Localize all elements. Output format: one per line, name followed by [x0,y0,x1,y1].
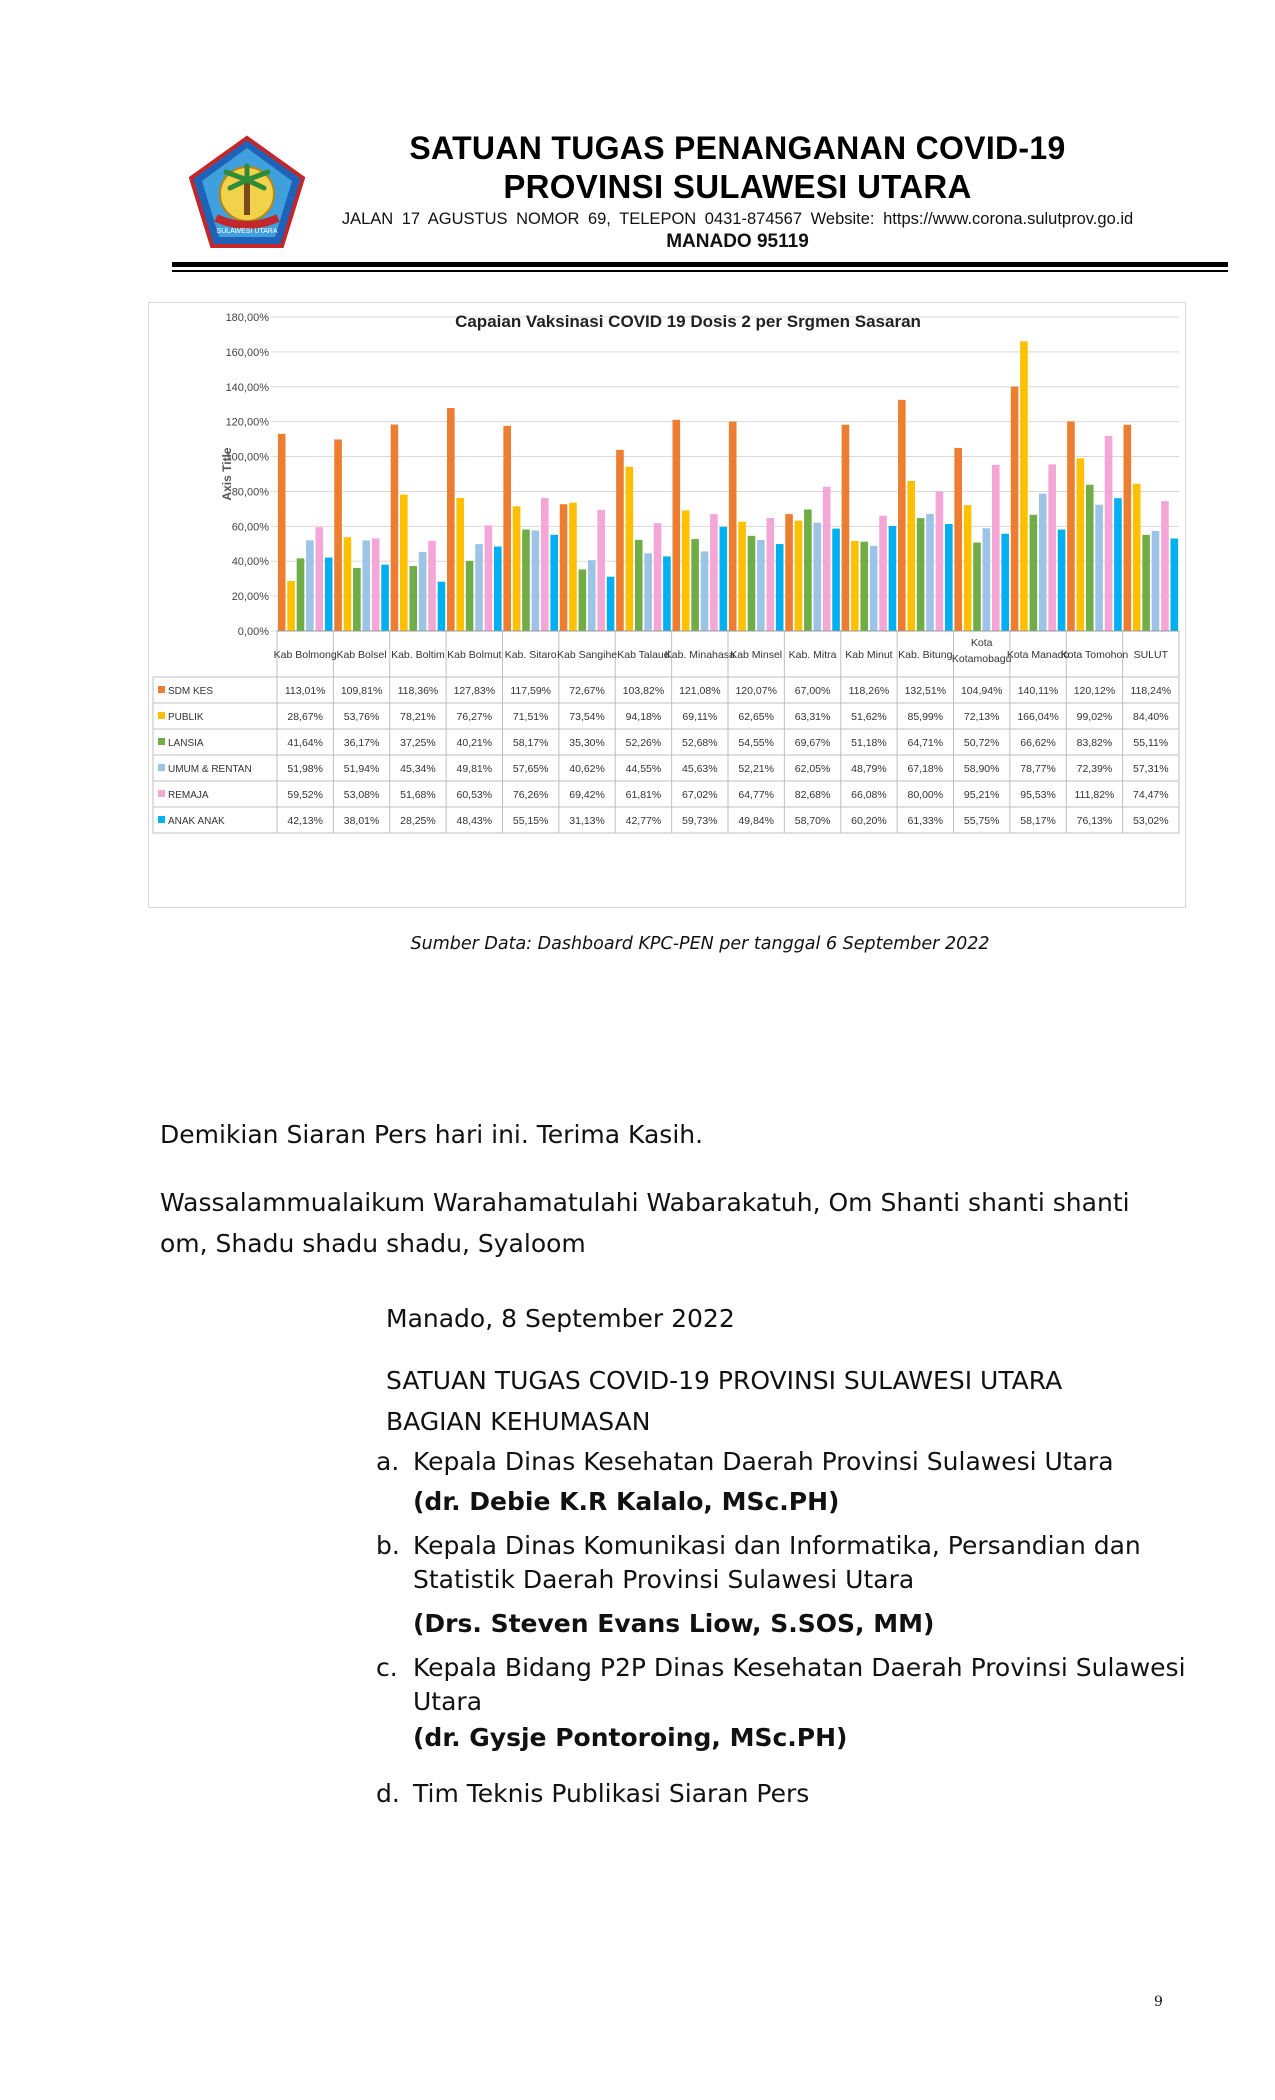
signatory-mark: c. [376,1653,398,1682]
data-value-label: 58,90% [963,763,1000,775]
chart-bar [870,546,878,631]
chart-bar [607,577,615,631]
chart-bar [729,422,737,631]
chart-bar [334,439,342,631]
data-value-label: 83,82% [1076,737,1113,749]
data-value-label: 42,13% [287,815,323,827]
data-value-label: 74,47% [1133,789,1169,801]
data-value-label: 85,99% [907,711,944,723]
header-address: JALAN 17 AGUSTUS NOMOR 69, TELEPON 0431-874567 Website: https://www.corona.sulutprov.go.id [341,210,1134,228]
chart-bar [973,543,981,631]
data-value-label: 67,18% [907,763,944,775]
chart-bar [1020,341,1028,631]
chart-bar [541,498,549,631]
logo-banner-text: SULAWESI UTARA [216,228,278,235]
category-label: SULUT [1133,649,1169,661]
chart-bar [569,503,577,631]
category-label: Kab Minut [845,649,893,661]
data-value-label: 42,77% [625,815,662,827]
chart-bar [851,541,859,631]
data-value-label: 95,53% [1020,789,1056,801]
category-label: Kab Bolsel [336,649,387,661]
data-value-label: 69,67% [794,737,831,749]
greeting-line2: om, Shadu shadu shadu, Syaloom [160,1229,586,1258]
data-value-label: 118,26% [848,685,890,697]
signatory-role: Tim Teknis Publikasi Siaran Pers [413,1779,810,1808]
legend-swatch [158,738,165,745]
legend-label: UMUM & RENTAN [168,764,252,775]
data-value-label: 60,53% [456,789,493,801]
chart-bar [579,569,587,631]
data-value-label: 59,73% [682,815,718,827]
chart-bar [860,542,868,631]
chart-bar [720,527,728,631]
chart-bar [1152,531,1160,631]
data-value-label: 53,02% [1133,815,1169,827]
chart-bar [532,530,540,631]
chart-bar [654,523,662,631]
data-value-label: 113,01% [284,685,326,697]
chart-bar [616,450,624,631]
chart-bar [1105,436,1113,631]
data-value-label: 44,55% [625,763,662,775]
chart-bar [1161,501,1169,631]
data-value-label: 53,76% [343,711,380,723]
data-value-label: 51,62% [851,711,887,723]
chart-bar [344,537,352,631]
data-value-label: 80,00% [907,789,944,801]
data-value-label: 55,15% [512,815,549,827]
data-value-label: 48,43% [456,815,493,827]
chart-bar [560,504,568,631]
y-tick-label: 160,00% [225,346,269,359]
data-value-label: 61,33% [907,815,944,827]
data-value-label: 84,40% [1133,711,1169,723]
chart-bar [1001,534,1009,631]
data-value-label: 120,12% [1073,685,1116,697]
data-value-label: 73,54% [569,711,605,723]
category-label: Kab Minsel [730,649,783,661]
chart-bar [353,568,361,631]
data-value-label: 121,08% [679,685,721,697]
vaccination-chart [148,302,1186,908]
chart-bar [466,561,474,631]
chart-bar [306,540,314,631]
chart-bar [447,408,455,631]
chart-bar [391,425,399,631]
data-value-label: 52,68% [682,737,718,749]
chart-bar [297,558,305,631]
category-label: Kota [970,637,993,649]
signatory-role: Kepala Dinas Komunikasi dan Informatika, Persandian dan [413,1531,1141,1560]
chart-bar [1095,505,1103,631]
data-value-label: 41,64% [287,737,323,749]
chart-bar [494,547,502,631]
category-label: Kab Talaud [617,649,670,661]
y-tick-label: 100,00% [225,451,269,464]
org-line1: SATUAN TUGAS COVID-19 PROVINSI SULAWESI UTARA [386,1366,1063,1395]
chart-bar [954,448,962,631]
chart-bar [475,544,483,631]
y-tick-label: 140,00% [225,381,269,394]
y-tick-label: 120,00% [225,416,269,429]
chart-bar [1142,535,1150,631]
y-tick-label: 40,00% [231,556,269,569]
chart-bar [1058,530,1066,631]
chart-bar [428,541,436,631]
chart-bar [682,510,690,631]
chart-bar [983,528,991,631]
provincial-logo [186,134,308,256]
data-value-label: 72,39% [1076,763,1113,775]
chart-bar [597,510,605,631]
y-axis-title: Axis Title [220,447,234,501]
chart-bar [842,425,850,631]
signatory-name: (Drs. Steven Evans Liow, S.SOS, MM) [413,1609,935,1638]
chart-bar [438,582,446,631]
header-title-line2: PROVINSI SULAWESI UTARA [503,168,972,205]
data-value-label: 52,21% [738,763,774,775]
category-label: Kab. Boltim [391,649,445,661]
data-value-label: 99,02% [1076,711,1113,723]
data-value-label: 64,71% [907,737,944,749]
data-value-label: 51,18% [851,737,887,749]
chart-bar [926,514,934,631]
category-label: Kota Manado [1006,649,1070,661]
category-label: Kab Bolmong [273,649,337,661]
legend-label: SDM KES [168,686,214,697]
chart-bar [1039,494,1047,631]
signatory-mark: d. [376,1779,400,1808]
data-value-label: 76,13% [1076,815,1113,827]
chart-bar [1124,425,1132,631]
data-value-label: 28,25% [400,815,436,827]
chart-bar [513,506,521,631]
greeting-line1: Wassalammualaikum Warahamatulahi Wabarakatuh, Om Shanti shanti shanti [160,1188,1130,1217]
data-value-label: 49,81% [456,763,493,775]
chart-bar [691,539,699,631]
data-value-label: 28,67% [287,711,323,723]
chart-bar [1077,458,1085,631]
chart-bar [1011,387,1019,631]
legend-label: ANAK ANAK [168,816,225,827]
data-value-label: 52,26% [625,737,662,749]
data-value-label: 120,07% [735,685,777,697]
header-rule-thick [172,262,1228,267]
chart-bar [485,525,493,631]
chart-bar [936,491,944,631]
data-value-label: 31,13% [569,815,605,827]
chart-bar [503,426,511,631]
chart-bar [1114,498,1122,631]
chart-bar [456,498,464,631]
chart-bar [813,523,821,631]
signatory-mark: b. [376,1531,400,1560]
data-value-label: 48,79% [851,763,887,775]
data-value-label: 53,08% [343,789,380,801]
data-value-label: 58,17% [1020,815,1056,827]
data-value-label: 118,36% [397,685,439,697]
category-label: Kab Sangihe [556,649,618,661]
chart-bar [1067,421,1075,631]
data-value-label: 94,18% [625,711,662,723]
category-label: Kab. Sitaro [504,649,557,661]
legend-label: PUBLIK [168,712,204,723]
legend-label: LANSIA [168,738,204,749]
chart-bar [419,552,427,631]
category-label: Kab. Minahasa [664,649,735,661]
data-value-label: 109,81% [340,685,383,697]
header-rule-thin [172,270,1228,272]
chart-bar [879,516,887,631]
chart-bar [757,540,765,631]
data-value-label: 57,65% [512,763,549,775]
data-value-label: 95,21% [963,789,1000,801]
chart-bar [1086,485,1094,631]
legend-swatch [158,790,165,797]
header-title-line1: SATUAN TUGAS PENANGANAN COVID-19 [409,130,1066,166]
data-value-label: 82,68% [794,789,831,801]
data-value-label: 37,25% [400,737,436,749]
chart-bar [1048,464,1056,631]
chart-bar [644,553,652,631]
data-value-label: 45,34% [400,763,436,775]
y-tick-label: 0,00% [237,626,269,638]
data-value-label: 69,11% [682,711,718,723]
chart-bar [917,518,925,631]
chart-svg [149,303,1185,907]
data-value-label: 78,77% [1020,763,1056,775]
data-value-label: 132,51% [904,685,947,697]
chart-bar [626,467,634,631]
data-value-label: 76,26% [512,789,549,801]
chart-bar [832,529,840,631]
signatory-list [0,1444,1275,1844]
signatory-role: Kepala Bidang P2P Dinas Kesehatan Daerah Provinsi Sulawesi [413,1653,1186,1682]
data-value-label: 118,24% [1130,685,1172,697]
data-value-label: 62,05% [794,763,831,775]
category-label: Kab. Mitra [788,649,837,661]
data-value-label: 38,01% [343,815,380,827]
chart-bar [964,505,972,631]
data-value-label: 59,52% [287,789,323,801]
data-value-label: 66,62% [1020,737,1056,749]
chart-bar [1171,539,1179,631]
signatory-name: (dr. Gysje Pontoroing, MSc.PH) [413,1723,848,1752]
data-value-label: 62,65% [738,711,774,723]
chart-bar [1030,515,1038,631]
chart-bar [795,521,803,631]
legend-swatch [158,686,165,693]
data-value-label: 55,11% [1133,737,1169,749]
data-value-label: 51,94% [343,763,380,775]
signatory-role-cont: Utara [413,1687,483,1716]
data-value-label: 55,75% [963,815,1000,827]
legend-swatch [158,712,165,719]
page-number: 9 [1154,1994,1163,2010]
chart-bar [588,560,596,631]
data-value-label: 67,02% [682,789,718,801]
chart-bar [287,581,295,631]
chart-bar [907,481,915,631]
data-value-label: 45,63% [682,763,718,775]
data-value-label: 72,67% [569,685,605,697]
chart-bar [550,535,558,631]
data-value-label: 50,72% [963,737,1000,749]
legend-label: REMAJA [168,790,209,801]
chart-bar [823,487,831,631]
chart-bar [362,540,370,631]
data-value-label: 104,94% [960,685,1003,697]
y-tick-label: 180,00% [225,312,269,324]
chart-bar [898,400,906,631]
data-value-label: 40,21% [456,737,493,749]
chart-bar [701,551,709,631]
data-value-label: 140,11% [1017,685,1059,697]
chart-bar [325,558,333,631]
chart-bar [409,566,417,631]
place-date: Manado, 8 September 2022 [386,1304,735,1333]
category-label: Kab. Bitung [898,649,953,661]
chart-bar [381,565,389,631]
chart-bar [673,420,681,631]
signatory-role-cont: Statistik Daerah Provinsi Sulawesi Utara [413,1565,915,1594]
data-value-label: 117,59% [510,685,552,697]
category-label: Kotamobagu [951,653,1012,665]
legend-swatch [158,816,165,823]
signatory-mark: a. [376,1447,400,1476]
chart-bar [766,518,774,631]
data-value-label: 60,20% [851,815,887,827]
chart-bar [776,544,784,631]
data-value-label: 76,27% [456,711,493,723]
data-value-label: 61,81% [625,789,662,801]
data-value-label: 49,84% [738,815,774,827]
chart-bar [992,465,1000,631]
chart-bar [748,536,756,631]
data-value-label: 58,17% [512,737,549,749]
data-value-label: 103,82% [622,685,665,697]
chart-source: Sumber Data: Dashboard KPC-PEN per tanggal 6 September 2022 [410,934,990,954]
chart-bar [738,522,746,631]
chart-bar [400,495,408,631]
y-tick-label: 20,00% [231,591,269,604]
header-city: MANADO 95119 [666,231,809,252]
chart-bar [889,526,897,631]
signatory-role: Kepala Dinas Kesehatan Daerah Provinsi Sulawesi Utara [413,1447,1114,1476]
data-value-label: 58,70% [794,815,831,827]
chart-bar [945,524,953,631]
chart-bar [522,530,530,631]
data-value-label: 69,42% [569,789,605,801]
chart-bar [372,538,380,631]
data-value-label: 78,21% [400,711,436,723]
chart-bar [710,514,718,631]
legend-swatch [158,764,165,771]
data-value-label: 71,51% [512,711,549,723]
data-value-label: 35,30% [569,737,605,749]
closing-text: Demikian Siaran Pers hari ini. Terima Kasih. [160,1120,704,1149]
data-value-label: 111,82% [1074,789,1115,801]
data-value-label: 57,31% [1133,763,1169,775]
y-tick-label: 80,00% [231,486,269,499]
data-value-label: 36,17% [343,737,380,749]
y-tick-label: 60,00% [231,521,269,534]
chart-bar [635,540,643,631]
data-value-label: 166,04% [1017,711,1059,723]
data-value-label: 51,98% [287,763,323,775]
chart-title: Capaian Vaksinasi COVID 19 Dosis 2 per Srgmen Sasaran [455,312,921,331]
org-line2: BAGIAN KEHUMASAN [386,1407,651,1436]
chart-bar [315,527,323,631]
chart-bar [278,434,286,631]
data-value-label: 64,77% [738,789,774,801]
data-value-label: 63,31% [794,711,831,723]
data-value-label: 72,13% [963,711,1000,723]
data-value-label: 66,08% [851,789,887,801]
chart-bar [1133,484,1141,631]
category-label: Kab Bolmut [447,649,502,661]
data-value-label: 127,83% [453,685,496,697]
data-value-label: 54,55% [738,737,774,749]
data-value-label: 67,00% [794,685,831,697]
category-label: Kota Tomohon [1060,649,1129,661]
data-value-label: 40,62% [569,763,605,775]
signatory-name: (dr. Debie K.R Kalalo, MSc.PH) [413,1487,840,1516]
data-value-label: 51,68% [400,789,436,801]
chart-bar [663,556,671,631]
chart-bar [804,509,812,631]
chart-bar [785,514,793,631]
